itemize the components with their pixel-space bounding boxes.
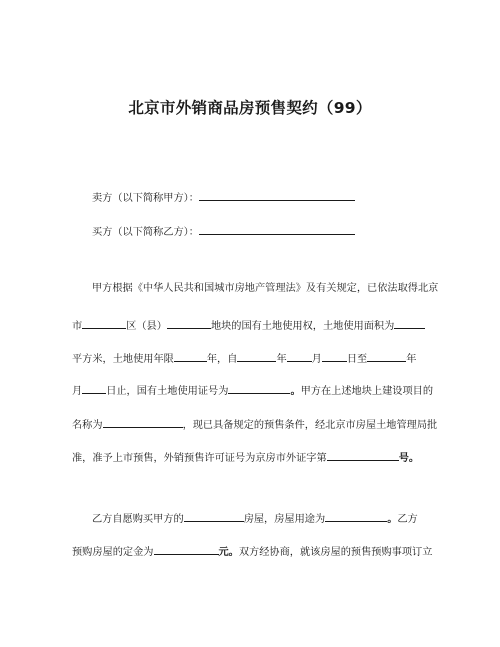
end-year-blank[interactable] <box>367 350 406 362</box>
p1-text: 。 <box>290 386 301 397</box>
buyer-label: 买方（以下简称乙方）： <box>92 227 199 238</box>
p1-text: 年 <box>406 354 417 365</box>
p1-text: 甲方根据《中华人民共和国城市房地产管理法》及有关规定，已依法取得北京 <box>92 283 439 294</box>
p2-text: 双方经协商，就该房屋的预售预购事项订立 <box>238 547 433 558</box>
p1-text: 市 <box>72 321 83 332</box>
p1-text: ，现已具备规定的预售条件，经北京市房屋土地管理局批 <box>182 420 438 431</box>
city-blank[interactable] <box>82 317 126 329</box>
deposit-blank[interactable] <box>154 543 219 555</box>
p1-text: 日止，国有土地使用证号为 <box>106 386 229 397</box>
p1-text: 甲方在上述地块上建设项目的 <box>300 386 434 397</box>
project-name-blank[interactable] <box>103 416 183 428</box>
p2-text: 乙方自愿购买甲方的 <box>92 514 184 525</box>
p1-text: 区（县） <box>126 321 167 332</box>
p2-text: 元。 <box>218 547 239 558</box>
p2-text: 预购房屋的定金为 <box>72 547 154 558</box>
p2-text: 房屋，房屋用途为 <box>243 514 326 525</box>
p2-text: 。 <box>387 514 398 525</box>
p1-line-2 <box>72 317 425 334</box>
start-day-blank[interactable] <box>322 350 347 362</box>
p1-text: 地块的国有土地使用权，土地使用面积为 <box>210 321 395 332</box>
p1-text: 年，自 <box>206 354 238 365</box>
p1-text: 平方米，土地使用年限 <box>72 354 174 365</box>
land-area-blank[interactable] <box>394 317 425 329</box>
p2-text: 乙方 <box>397 514 418 525</box>
buyer-line <box>92 223 355 240</box>
p1-text: 号。 <box>398 453 420 464</box>
p1-text: 月 <box>311 354 322 365</box>
p1-line-6 <box>72 449 419 466</box>
permit-no-blank[interactable] <box>327 449 399 461</box>
p1-text: 日至 <box>346 354 368 365</box>
house-blank[interactable] <box>184 510 244 522</box>
p1-text: 准，准予上市预售，外销预售许可证号为京房市外证字第 <box>72 453 327 464</box>
start-month-blank[interactable] <box>287 350 312 362</box>
house-use-blank[interactable] <box>325 510 387 522</box>
p1-line-3 <box>72 350 416 367</box>
buyer-blank[interactable] <box>199 223 355 235</box>
land-cert-blank[interactable] <box>228 382 290 394</box>
end-month-blank[interactable] <box>82 382 106 394</box>
seller-blank[interactable] <box>199 189 355 201</box>
start-year-blank[interactable] <box>237 350 276 362</box>
land-years-blank[interactable] <box>174 350 207 362</box>
p1-line-4 <box>72 382 433 399</box>
p1-line-5 <box>72 416 437 433</box>
seller-line <box>92 189 355 206</box>
p2-line-1 <box>92 510 418 527</box>
p2-line-2 <box>72 543 432 560</box>
district-blank[interactable] <box>167 317 211 329</box>
seller-label: 卖方（以下简称甲方）： <box>92 193 199 204</box>
p1-text: 月 <box>72 386 83 397</box>
p1-text: 年 <box>276 354 287 365</box>
p1-text: 名称为 <box>72 420 103 431</box>
p1-line-1 <box>92 282 438 296</box>
page-title: 北京市外销商品房预售契约（99） <box>128 99 372 117</box>
